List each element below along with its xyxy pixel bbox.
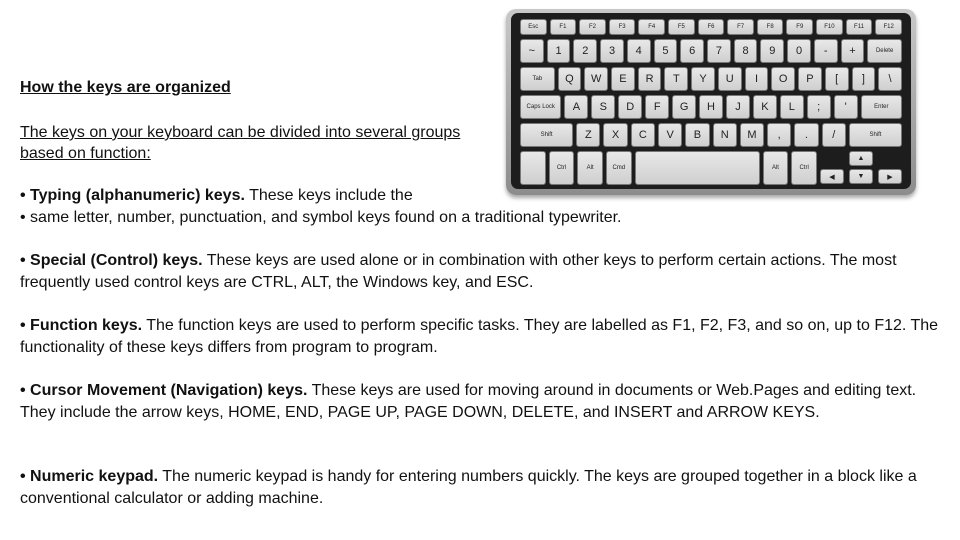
key-5: 5 xyxy=(654,39,678,63)
paragraph-control-keys xyxy=(20,250,940,294)
key-row-modifiers xyxy=(520,151,902,185)
key-arrow-right: ▶ xyxy=(878,169,902,184)
navigation-keys-text: These keys are used for moving around in documents or Web.Pages and editing text. They include the arrow keys, HOME, END, PAGE UP, PAGE DOWN, DELETE, and INSERT and ARROW KEYS. xyxy=(20,382,917,421)
paragraph-numeric-keypad xyxy=(20,466,940,510)
key-s: S xyxy=(591,95,615,119)
key-n: N xyxy=(713,123,737,147)
key-0: 0 xyxy=(787,39,811,63)
key-m: M xyxy=(740,123,764,147)
key-f9: F9 xyxy=(786,19,813,35)
key-blank: ; xyxy=(807,95,831,119)
control-keys-text: These keys are used alone or in combination with other keys to perform certain actions. The most frequently used control keys are CTRL, ALT, the Windows key, and ESC. xyxy=(20,252,897,291)
key-row-home-letters xyxy=(520,95,902,119)
key-6: 6 xyxy=(680,39,704,63)
key-y: Y xyxy=(691,67,715,91)
key-blank xyxy=(520,151,546,185)
key-8: 8 xyxy=(734,39,758,63)
key-p: P xyxy=(798,67,822,91)
slide-heading: How the keys are organized xyxy=(20,79,231,96)
key-r: R xyxy=(638,67,662,91)
key-blank: ' xyxy=(834,95,858,119)
key-row-bottom-letters xyxy=(520,123,902,147)
arrow-keys xyxy=(820,151,902,185)
key-o: O xyxy=(771,67,795,91)
key-l: L xyxy=(780,95,804,119)
key-b: B xyxy=(685,123,709,147)
key-e: E xyxy=(611,67,635,91)
key-caps-lock: Caps Lock xyxy=(520,95,561,119)
key-x: X xyxy=(603,123,627,147)
key-cmd: Cmd xyxy=(606,151,632,185)
numeric-keypad-title: • Numeric keypad. xyxy=(20,468,159,485)
key-arrow-down: ▼ xyxy=(849,169,873,184)
key-f: F xyxy=(645,95,669,119)
key-3: 3 xyxy=(600,39,624,63)
key-space xyxy=(635,151,760,185)
intro-text: The keys on your keyboard can be divided into several groups based on function: xyxy=(20,124,461,162)
key-blank: - xyxy=(814,39,838,63)
key-ctrl: Ctrl xyxy=(549,151,575,185)
key-f8: F8 xyxy=(757,19,784,35)
key-d: D xyxy=(618,95,642,119)
key-blank: \ xyxy=(878,67,902,91)
typing-keys-title: • Typing (alphanumeric) keys. xyxy=(20,187,245,204)
key-arrow-left: ◀ xyxy=(820,169,844,184)
keyboard-image xyxy=(506,9,916,195)
key-f6: F6 xyxy=(698,19,725,35)
key-2: 2 xyxy=(573,39,597,63)
key-enter: Enter xyxy=(861,95,902,119)
key-f4: F4 xyxy=(638,19,665,35)
key-1: 1 xyxy=(547,39,571,63)
key-blank: ] xyxy=(852,67,876,91)
key-v: V xyxy=(658,123,682,147)
key-g: G xyxy=(672,95,696,119)
paragraph-navigation-keys xyxy=(20,380,940,424)
key-f5: F5 xyxy=(668,19,695,35)
key-z: Z xyxy=(576,123,600,147)
key-f3: F3 xyxy=(609,19,636,35)
key-shift: Shift xyxy=(849,123,902,147)
key-u: U xyxy=(718,67,742,91)
key-blank: ~ xyxy=(520,39,544,63)
key-f1: F1 xyxy=(550,19,577,35)
key-q: Q xyxy=(558,67,582,91)
numeric-keypad-text: The numeric keypad is handy for entering numbers quickly. The keys are grouped together in a block like a conventional calculator or adding machine. xyxy=(20,468,917,507)
key-row-function xyxy=(520,19,902,35)
key-blank: . xyxy=(794,123,818,147)
key-f12: F12 xyxy=(875,19,902,35)
key-4: 4 xyxy=(627,39,651,63)
key-j: J xyxy=(726,95,750,119)
key-i: I xyxy=(745,67,769,91)
key-h: H xyxy=(699,95,723,119)
key-ctrl: Ctrl xyxy=(791,151,817,185)
key-row-top-letters xyxy=(520,67,902,91)
key-c: C xyxy=(631,123,655,147)
key-9: 9 xyxy=(760,39,784,63)
key-delete: Delete xyxy=(867,39,902,63)
typing-keys-text: These keys include the xyxy=(244,187,413,204)
key-blank: [ xyxy=(825,67,849,91)
key-tab: Tab xyxy=(520,67,555,91)
typing-keys-text-continued: • same letter, number, punctuation, and symbol keys found on a traditional typewriter. xyxy=(20,209,622,226)
function-keys-text: The function keys are used to perform specific tasks. They are labelled as F1, F2, F3, and so on, up to F12. The functionality of these keys differs from program to program. xyxy=(20,317,939,356)
key-arrow-up: ▲ xyxy=(849,151,873,166)
key-alt: Alt xyxy=(763,151,789,185)
key-k: K xyxy=(753,95,777,119)
key-a: A xyxy=(564,95,588,119)
key-alt: Alt xyxy=(577,151,603,185)
key-t: T xyxy=(664,67,688,91)
key-w: W xyxy=(584,67,608,91)
key-7: 7 xyxy=(707,39,731,63)
control-keys-title: • Special (Control) keys. xyxy=(20,252,203,269)
key-shift: Shift xyxy=(520,123,573,147)
key-row-numbers xyxy=(520,39,902,63)
key-f2: F2 xyxy=(579,19,606,35)
key-blank: / xyxy=(822,123,846,147)
key-f10: F10 xyxy=(816,19,843,35)
key-esc: Esc xyxy=(520,19,547,35)
keyboard-body xyxy=(511,13,911,189)
function-keys-title: • Function keys. xyxy=(20,317,143,334)
key-f7: F7 xyxy=(727,19,754,35)
key-f11: F11 xyxy=(846,19,873,35)
navigation-keys-title: • Cursor Movement (Navigation) keys. xyxy=(20,382,308,399)
key-blank: , xyxy=(767,123,791,147)
paragraph-function-keys xyxy=(20,315,940,359)
key-blank: + xyxy=(841,39,865,63)
